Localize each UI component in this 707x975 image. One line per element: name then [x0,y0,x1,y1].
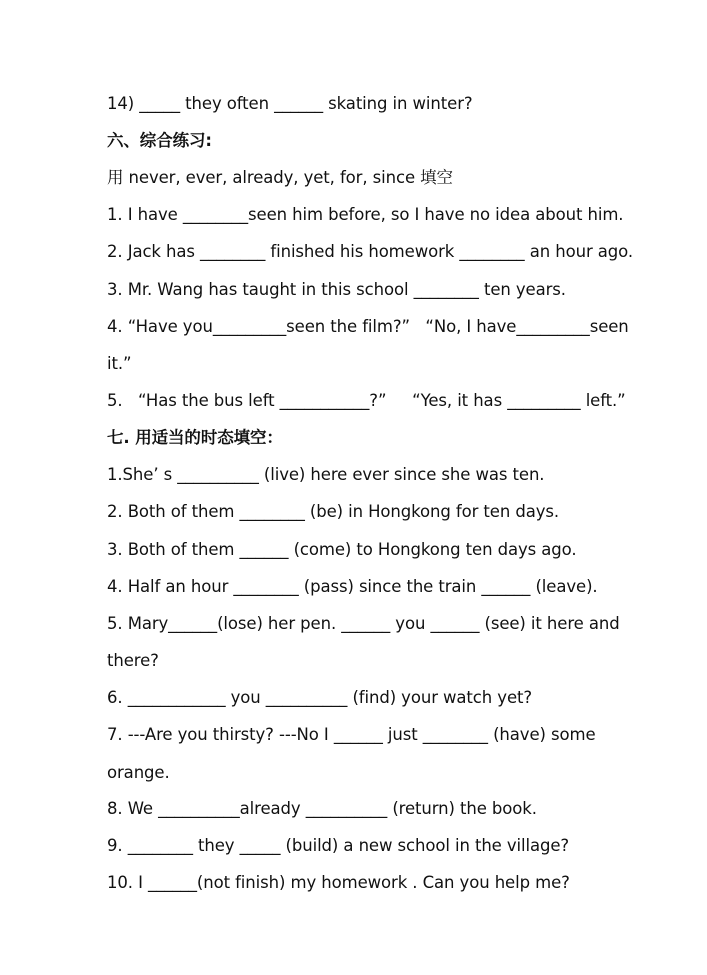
exercise-line: 6. ____________ you __________ (find) your watch yet? [107,688,533,707]
exercise-line: 5. Mary______(lose) her pen. ______ you ______ (see) it here and [107,614,620,633]
exercise-line: 2. Jack has ________ finished his homework ________ an hour ago. [107,242,634,261]
exercise-line: 1.She’ s __________ (live) here ever since she was ten. [107,465,545,484]
exercise-line: 7. ---Are you thirsty? ---No I ______ just ________ (have) some [107,725,596,744]
section-heading-7: 七. 用适当的时态填空： [107,428,283,447]
exercise-line-14: 14) _____ they often ______ skating in winter? [107,94,473,113]
exercise-line: 4. “Have you_________seen the film?” “No, I have_________seen [107,317,629,336]
exercise-line: 4. Half an hour ________ (pass) since the train ______ (leave). [107,577,598,596]
exercise-line: 1. I have ________seen him before, so I have no idea about him. [107,205,624,224]
exercise-line: 3. Both of them ______ (come) to Hongkong ten days ago. [107,540,577,559]
exercise-line: 8. We __________already __________ (return) the book. [107,799,537,818]
exercise-line: 3. Mr. Wang has taught in this school ________ ten years. [107,280,566,299]
exercise-line-continued: there? [107,651,159,670]
section-instruction: 用 never, ever, already, yet, for, since 填空 [107,168,453,187]
exercise-line-continued: orange. [107,763,170,782]
exercise-line: 5. “Has the bus left ___________?” “Yes, it has _________ left.” [107,391,626,410]
exercise-line: 2. Both of them ________ (be) in Hongkong for ten days. [107,502,560,521]
exercise-line: 10. I ______(not finish) my homework . Can you help me? [107,873,570,892]
exercise-line-continued: it.” [107,354,132,373]
exercise-line: 9. ________ they _____ (build) a new school in the village? [107,836,570,855]
section-heading-6: 六、综合练习: [107,131,212,150]
